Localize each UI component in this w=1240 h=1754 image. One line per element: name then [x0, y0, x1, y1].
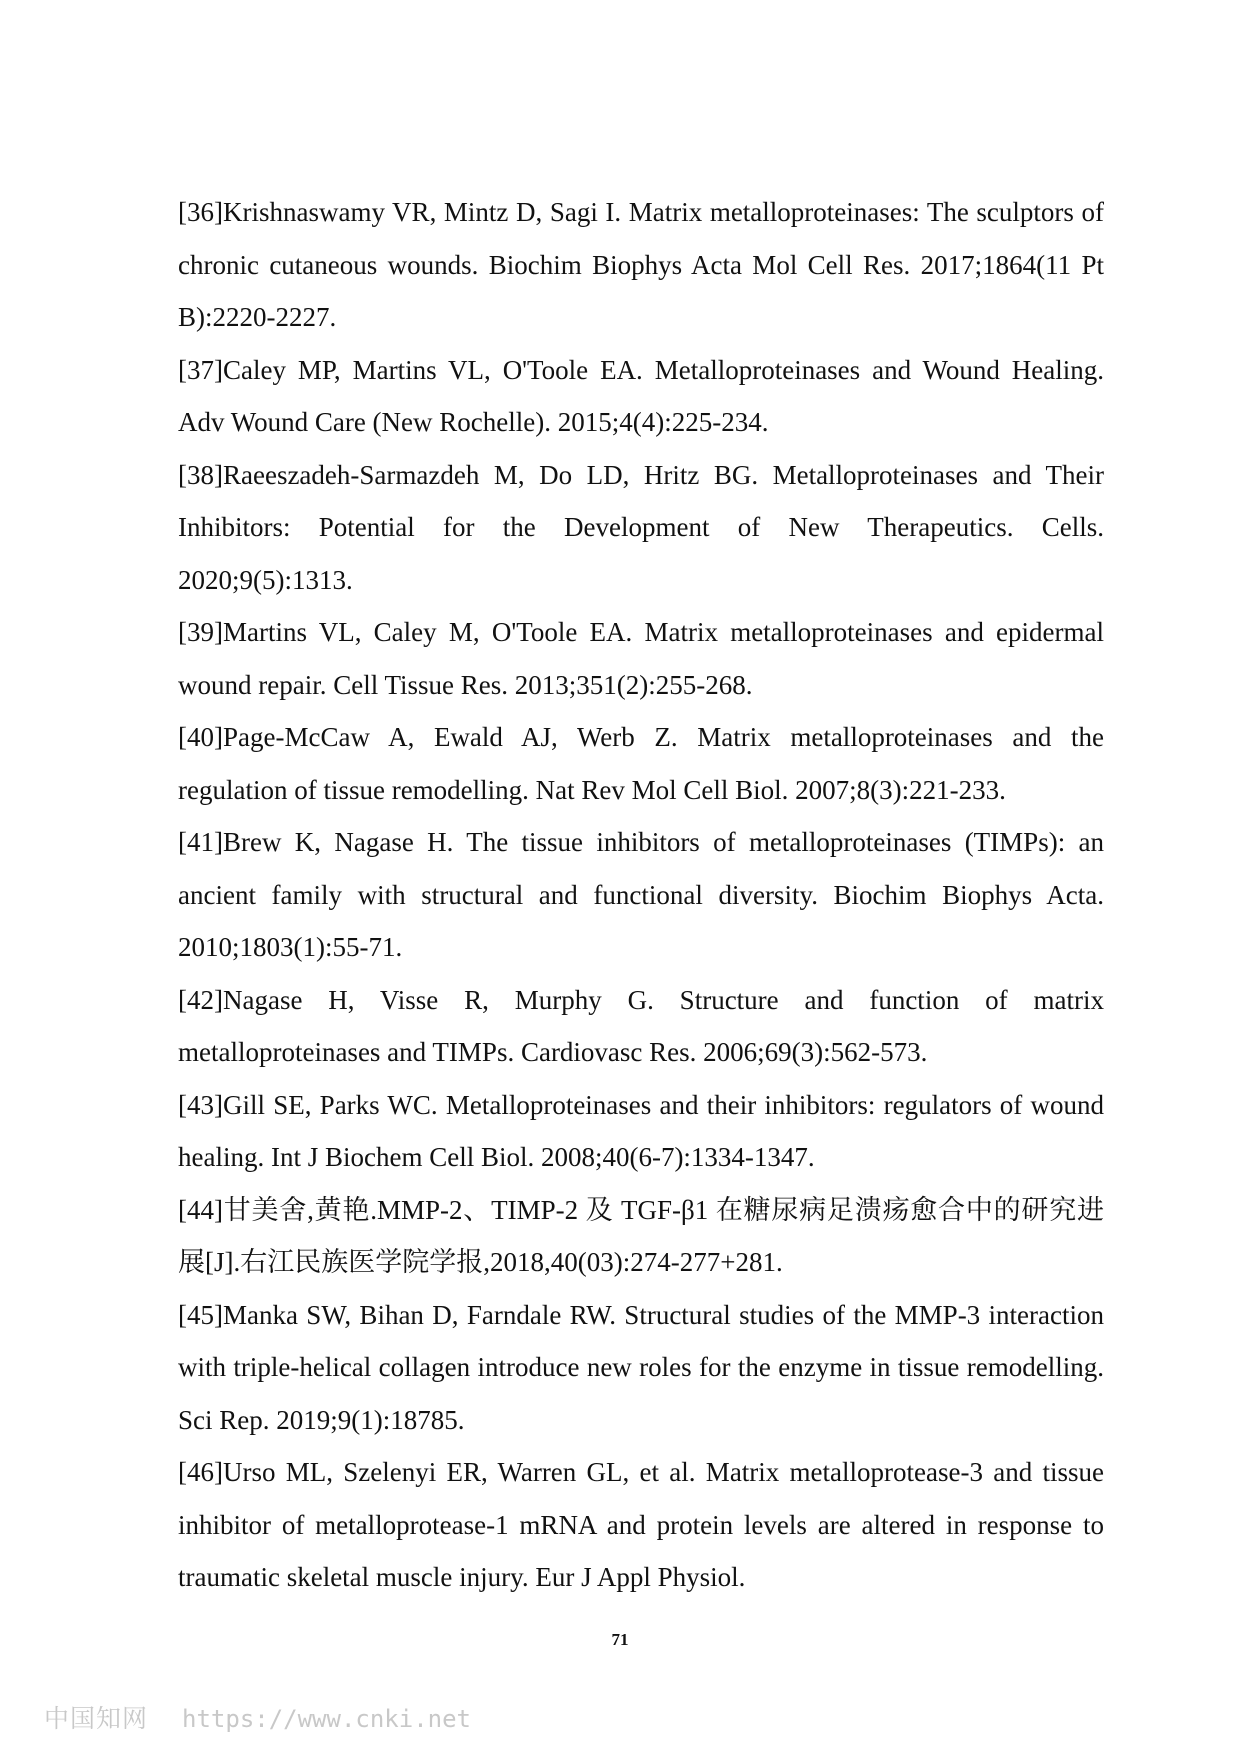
reference-item-46: [46]Urso ML, Szelenyi ER, Warren GL, et al. Matrix metalloprotease-3 and tissue inhibitor of metalloprotease-1 mRNA and protein levels are altered in response to traumatic skeletal muscle injury. Eur J Appl Physiol. [178, 1457, 1104, 1592]
watermark-url: https://www.cnki.net [182, 1705, 471, 1733]
reference-item-42: [42]Nagase H, Visse R, Murphy G. Structure and function of matrix metalloproteinases and TIMPs. Cardiovasc Res. 2006;69(3):562-573. [178, 984, 1104, 1067]
reference-item-43: [43]Gill SE, Parks WC. Metalloproteinases and their inhibitors: regulators of wound healing. Int J Biochem Cell Biol. 2008;40(6-7):1334-1347. [178, 1089, 1104, 1172]
watermark-name: 中国知网 [44, 1704, 149, 1733]
reference-list [178, 186, 1104, 1604]
cnki-watermark [44, 1699, 471, 1735]
reference-item-39: [39]Martins VL, Caley M, O'Toole EA. Matrix metalloproteinases and epidermal wound repair. Cell Tissue Res. 2013;351(2):255-268. [178, 617, 1104, 700]
reference-item-37: [37]Caley MP, Martins VL, O'Toole EA. Metalloproteinases and Wound Healing. Adv Wound Care (New Rochelle). 2015;4(4):225-234. [178, 354, 1104, 437]
reference-item-40: [40]Page-McCaw A, Ewald AJ, Werb Z. Matrix metalloproteinases and the regulation of tissue remodelling. Nat Rev Mol Cell Biol. 2007;8(3):221-233. [178, 722, 1104, 805]
reference-item-36: [36]Krishnaswamy VR, Mintz D, Sagi I. Matrix metalloproteinases: The sculptors of chronic cutaneous wounds. Biochim Biophys Acta Mol Cell Res. 2017;1864(11 Pt B):2220-2227. [178, 197, 1104, 332]
reference-item-41: [41]Brew K, Nagase H. The tissue inhibitors of metalloproteinases (TIMPs): an ancient family with structural and functional diversity. Biochim Biophys Acta. 2010;1803(1):55-71. [178, 827, 1104, 962]
reference-item-45: [45]Manka SW, Bihan D, Farndale RW. Structural studies of the MMP-3 interaction with triple-helical collagen introduce new roles for the enzyme in tissue remodelling. Sci Rep. 2019;9(1):18785. [178, 1299, 1104, 1435]
reference-item-44: [44]甘美舍,黄艳.MMP-2、TIMP-2 及 TGF-β1 在糖尿病足溃疡愈合中的研究进展[J].右江民族医学院学报,2018,40(03):274-277+281. [178, 1194, 1104, 1277]
reference-item-38: [38]Raeeszadeh-Sarmazdeh M, Do LD, Hritz BG. Metalloproteinases and Their Inhibitors: Potential for the Development of New Therapeutics. Cells. 2020;9(5):1313. [178, 459, 1104, 595]
page-number: 71 [611, 1630, 629, 1649]
